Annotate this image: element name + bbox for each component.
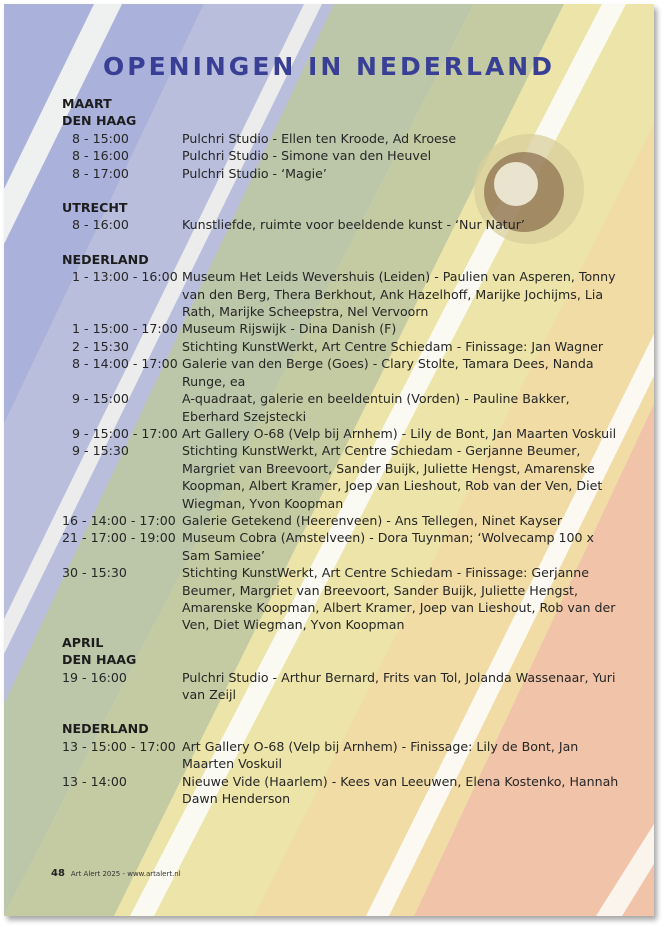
entry-description: Art Gallery O-68 (Velp bij Arnhem) - Finissage: Lily de Bont, Jan Maarten Voskuil xyxy=(182,738,579,772)
entry-description: Stichting KunstWerkt, Art Centre Schiedam - Finissage: Jan Wagner xyxy=(182,338,604,354)
listing-entry xyxy=(62,442,622,512)
listing-entry xyxy=(62,130,622,147)
page-title: OPENINGEN IN NEDERLAND xyxy=(103,52,555,81)
entry-date: 2 - 15:30 xyxy=(72,338,129,354)
listing-entry xyxy=(62,425,622,442)
entry-date: 9 - 15:00 xyxy=(72,391,129,407)
listing-entry xyxy=(62,320,622,337)
page-number: 48 xyxy=(51,868,65,879)
entry-description: Art Gallery O-68 (Velp bij Arnhem) - Lily de Bont, Jan Maarten Voskuil xyxy=(182,425,617,441)
listing-entry xyxy=(62,338,622,355)
entry-date: 8 - 17:00 xyxy=(72,165,129,181)
entry-description: Pulchri Studio - Simone van den Heuvel xyxy=(182,148,432,164)
entry-date: 9 - 15:30 xyxy=(72,443,129,459)
listing-entry xyxy=(62,512,622,529)
listing-entry xyxy=(62,165,622,182)
region-heading: DEN HAAG xyxy=(62,113,137,129)
region-heading: NEDERLAND xyxy=(62,251,149,267)
entry-description: Stichting KunstWerkt, Art Centre Schiedam - Finissage: Gerjanne Beumer, Margriet van Breevoort, Sander Buijk, Juliette Hengst, Amarenske Koopman, Albert Kramer, Joep van Lieshout, Rob van der Ven, Diet Wiegman, Yvon Koopman xyxy=(182,565,616,633)
entry-date: 30 - 15:30 xyxy=(62,565,127,581)
month-heading: APRIL xyxy=(62,634,104,650)
entry-description: Galerie van den Berge (Goes) - Clary Stolte, Tamara Dees, Nanda Runge, ea xyxy=(182,356,594,389)
listing-entry xyxy=(62,147,622,164)
listing-entry xyxy=(62,216,622,233)
entry-description: Pulchri Studio - Arthur Bernard, Frits van Tol, Jolanda Wassenaar, Yuri van Zeijl xyxy=(182,669,616,702)
entry-date: 8 - 14:00 - 17:00 xyxy=(72,356,178,372)
region-heading: UTRECHT xyxy=(62,200,128,216)
entry-description: Nieuwe Vide (Haarlem) - Kees van Leeuwen, Elena Kostenko, Hannah Dawn Henderson xyxy=(182,773,619,807)
month-heading: MAART xyxy=(62,96,112,111)
entry-date: 13 - 14:00 xyxy=(62,773,127,789)
listing-entry xyxy=(62,390,622,425)
entry-date: 21 - 17:00 - 19:00 xyxy=(62,530,176,546)
entry-date: 8 - 16:00 xyxy=(72,148,129,164)
listing-entry xyxy=(62,564,622,634)
entry-description: Pulchri Studio - Ellen ten Kroode, Ad Kroese xyxy=(182,130,457,146)
entry-description: Museum Rijswijk - Dina Danish (F) xyxy=(182,321,397,337)
region-heading: NEDERLAND xyxy=(62,721,149,737)
entry-description: Kunstliefde, ruimte voor beeldende kunst - ‘Nur Natur’ xyxy=(182,217,525,233)
entry-description: Stichting KunstWerkt, Art Centre Schiedam - Gerjanne Beumer, Margriet van Breevoort, Sander Buijk, Juliette Hengst, Amarenske Koopman, Albert Kramer, Joep van Lieshout, Rob van der Ven, Diet Wiegman, Yvon Koopman xyxy=(182,443,603,511)
entry-description: Pulchri Studio - ‘Magie’ xyxy=(182,165,327,181)
entry-date: 8 - 16:00 xyxy=(72,217,129,233)
publication-credit: Art Alert 2025 - www.artalert.nl xyxy=(70,870,181,878)
entry-date: 19 - 16:00 xyxy=(62,669,127,685)
listing-entry xyxy=(62,355,622,390)
listing-entry xyxy=(62,773,622,808)
entry-date: 1 - 15:00 - 17:00 xyxy=(72,321,178,337)
entry-date: 13 - 15:00 - 17:00 xyxy=(62,738,176,754)
page-footer xyxy=(51,868,181,879)
openings-listing xyxy=(62,95,622,807)
entry-date: 16 - 14:00 - 17:00 xyxy=(62,512,176,528)
listing-entry xyxy=(62,529,622,564)
entry-date: 1 - 13:00 - 16:00 xyxy=(72,269,178,285)
entry-description: Museum Het Leids Wevershuis (Leiden) - Paulien van Asperen, Tonny van den Berg, Thera Berkhout, Ank Hazelhoff, Marijke Jochijms, Lia Rath, Marijke Scheepstra, Nel Vervoorn xyxy=(182,269,616,320)
listing-entry xyxy=(62,268,622,320)
entry-date: 8 - 15:00 xyxy=(72,130,129,146)
listing-entry xyxy=(62,738,622,773)
entry-date: 9 - 15:00 - 17:00 xyxy=(72,425,178,441)
entry-description: Galerie Getekend (Heerenveen) - Ans Tellegen, Ninet Kayser xyxy=(182,512,563,528)
magazine-page xyxy=(4,4,654,916)
entry-description: Museum Cobra (Amstelveen) - Dora Tuynman; ‘Wolvecamp 100 x Sam Samiee’ xyxy=(182,530,594,563)
listing-entry xyxy=(62,669,622,704)
region-heading: DEN HAAG xyxy=(62,652,137,668)
entry-description: A-quadraat, galerie en beeldentuin (Vorden) - Pauline Bakker, Eberhard Szejstecki xyxy=(182,391,570,424)
